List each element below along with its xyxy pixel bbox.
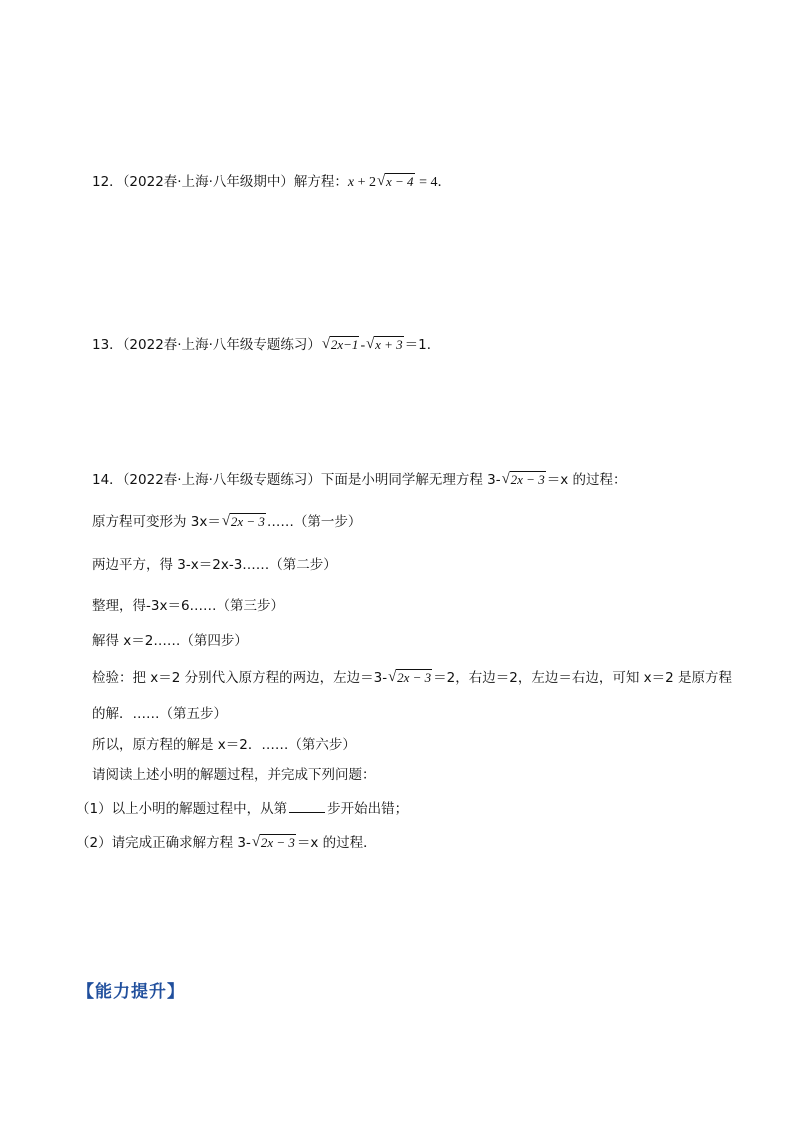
sub-question-1 [76,798,408,819]
question-source: （2022春·上海·八年级期中） [122,174,294,190]
equation-variable: x [347,175,355,190]
solution-step-4: 解得 x＝2……（第四步） [92,633,248,649]
solution-step-2: 两边平方，得 3-x＝2x-3……（第二步） [92,557,337,573]
solution-check [92,668,732,689]
question-prompt: 请阅读上述小明的解题过程，并完成下列问题： [92,767,376,783]
question-14 [92,470,626,491]
equation-operator: - [360,338,366,353]
equation-term: + 2 [354,175,377,190]
radicand: 2x − 3 [260,835,295,850]
solution-step-3: 整理，得-3x＝6……（第三步） [92,598,285,614]
sub-question-text: （1）以上小明的解题过程中，从第 [76,801,288,817]
sub-question-text: （2）请完成正确求解方程 3- [76,835,251,851]
question-12 [92,172,451,193]
step-label: ……（第一步） [266,514,362,530]
radicand: x − 4 [386,174,414,189]
equation [321,338,405,353]
question-number: 12． [92,174,123,190]
radical: √ 2x − 3 [388,669,432,685]
section-heading: 【能力提升】 [77,982,185,1002]
punctuation: ． [437,174,451,190]
solution-step-6: 所以，原方程的解是 x＝2．……（第六步） [92,737,356,753]
step-text: 检验：把 x＝2 分别代入原方程的两边，左边＝3- [92,670,388,686]
sub-question-text: ＝x 的过程． [296,835,377,851]
question-number: 14． [92,472,123,488]
step-text: 原方程可变形为 3x＝ [92,514,221,530]
radical: √ x + 3 [366,336,403,352]
question-text: 解方程： [293,174,348,190]
radicand: 2x − 3 [397,670,432,685]
question-source: （2022春·上海·八年级专题练习） [122,337,321,353]
radical: √ 2x − 3 [501,471,545,487]
question-intro: 下面是小明同学解无理方程 3- [320,472,501,488]
radical: √ 2x−1 [321,336,359,352]
radicand: 2x − 3 [230,514,265,529]
solution-step-1 [92,512,361,533]
step-text: ＝2，右边＝2，左边＝右边，可知 x＝2 是原方程 [433,670,733,686]
equation-rhs: ＝1． [404,337,441,353]
question-intro-tail: ＝x 的过程： [546,472,627,488]
sub-question-text: 步开始出错； [327,801,409,817]
radicand: 2x − 3 [510,472,545,487]
radicand: x + 3 [375,337,403,352]
equation [348,175,438,190]
solution-step-5: 的解．……（第五步） [92,706,227,722]
answer-blank[interactable] [289,798,325,813]
radical: √ 2x − 3 [221,513,265,529]
radical: √ x − 4 [377,173,414,189]
radical: √ 2x − 3 [251,834,295,850]
equation-rhs: = 4 [415,175,438,190]
question-source: （2022春·上海·八年级专题练习） [122,472,321,488]
sub-question-2 [76,833,377,854]
question-number: 13． [92,337,123,353]
question-13 [92,335,440,356]
radicand: 2x−1 [330,337,359,352]
